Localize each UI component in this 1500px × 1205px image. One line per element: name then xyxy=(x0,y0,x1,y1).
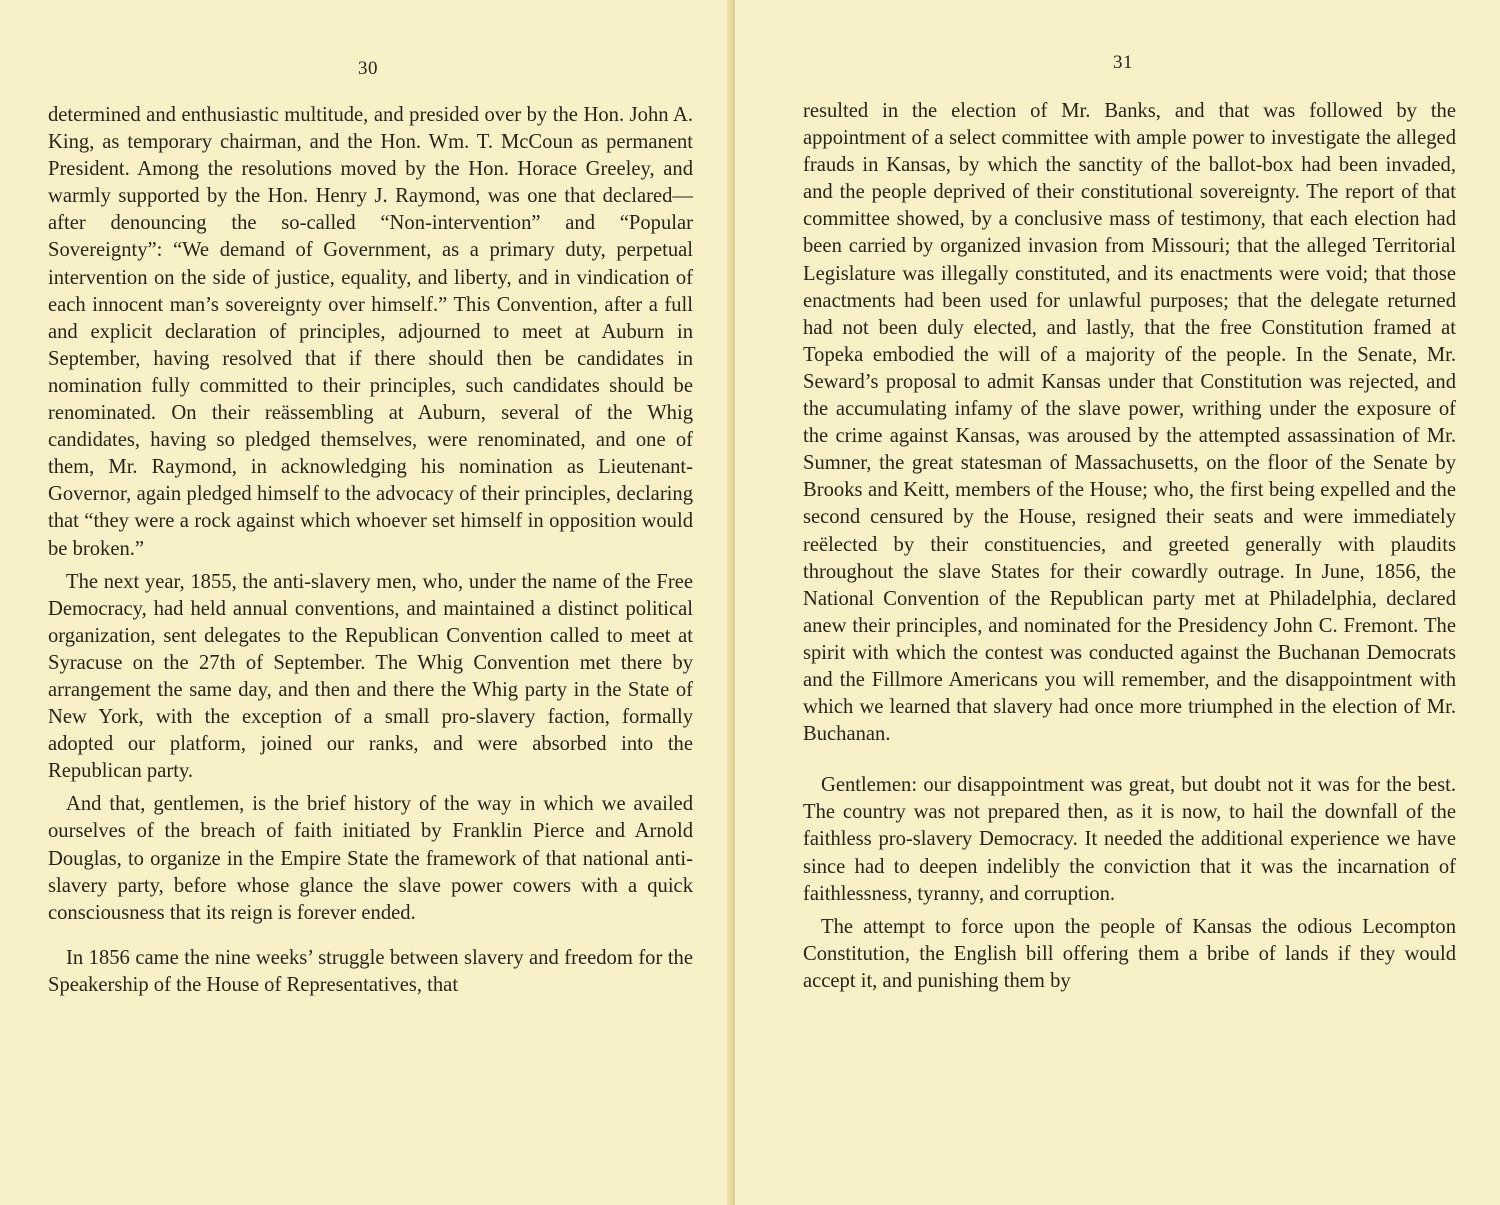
left-page xyxy=(0,0,735,1205)
paragraph: The attempt to force upon the people of Kansas the odious Lecompton Constitution, the English bill offering them a bribe of lands if they would accept it, and punishing them by xyxy=(803,915,1456,992)
right-page-text xyxy=(803,98,1456,995)
page-number-left: 30 xyxy=(358,58,378,79)
paragraph: And that, gentlemen, is the brief history of the way in which we availed ourselves of the breach of faith initiated by Franklin Pierce and Arnold Douglas, to organize in the Empire State the framework of that national anti-slavery party, before whose glance the slave power cowers with a quick consciousness that its reign is forever ended. xyxy=(48,793,693,924)
page-number-right: 31 xyxy=(1113,52,1133,73)
paragraph: resulted in the election of Mr. Banks, and that was followed by the appointment of a select committee with ample power to investigate the alleged frauds in Kansas, by which the sanctity of the ballot-box had been invaded, and the people deprived of their constitutional sovereignty. The report of that committee showed, by a conclusive mass of testimony, that each election had been carried by organized invasion from Missouri; that the alleged Territorial Legislature was illegally constituted, and its enactments were void; that those enactments had been used for unlawful purposes; that the delegate returned had not been duly elected, and lastly, that the free Constitution framed at Topeka embodied the will of a majority of the people. In the Senate, Mr. Seward’s proposal to admit Kansas under that Constitution was rejected, and the accumulating infamy of the slave power, writhing under the exposure of the crime against Kansas, was aroused by the attempted assassination of Mr. Sumner, the great statesman of Massachusetts, on the floor of the Senate by Brooks and Keitt, members of the House; who, the first being expelled and the second censured by the House, resigned their seats and were immediately reëlected by their constituencies, and greeted generally with plaudits throughout the slave States for their cowardly outrage. In June, 1856, the National Convention of the Republican party met at Philadelphia, declared anew their principles, and nominated for the Presidency John C. Fremont. The spirit with which the contest was conducted against the Buchanan Democrats and the Fillmore Americans you will remember, and the disappointment with which we learned that slavery had once more triumphed in the election of Mr. Buchanan. xyxy=(803,100,1456,746)
paragraph: In 1856 came the nine weeks’ struggle between slavery and freedom for the Speakership of the House of Representatives, that xyxy=(48,946,693,996)
paragraph: The next year, 1855, the anti-slavery men, who, under the name of the Free Democracy, had held annual conventions, and maintained a distinct political organization, sent delegates to the Republican Convention called to meet at Syracuse on the 27th of September. The Whig Convention met there by arrangement the same day, and then and there the Whig party in the State of New York, with the exception of a small pro-slavery faction, formally adopted our platform, joined our ranks, and were absorbed into the Republican party. xyxy=(48,570,693,783)
left-page-text xyxy=(48,102,693,999)
paragraph: Gentlemen: our disappointment was great, but doubt not it was for the best. The country was not prepared then, as it is now, to hail the downfall of the faithless pro-slavery Democracy. It needed the additional experience we have since had to deepen indelibly the conviction that it was the incarnation of faithlessness, tyranny, and corruption. xyxy=(803,774,1456,905)
right-page xyxy=(735,0,1500,1205)
paragraph: determined and enthusiastic multitude, and presided over by the Hon. John A. King, as temporary chairman, and the Hon. Wm. T. McCoun as permanent President. Among the resolutions moved by the Hon. Horace Greeley, and warmly supported by the Hon. Henry J. Raymond, was one that declared—after denouncing the so-called “Non-intervention” and “Popular Sovereignty”: “We demand of Government, as a primary duty, perpetual intervention on the side of justice, equality, and liberty, and in vindication of each innocent man’s sovereignty over himself.” This Convention, after a full and explicit declaration of principles, adjourned to meet at Auburn in September, having resolved that if there should then be candidates in nomination fully committed to their principles, such candidates should be renominated. On their reässembling at Auburn, several of the Whig candidates, having so pledged themselves, were renominated, and one of them, Mr. Raymond, in acknowledging his nomination as Lieutenant-Governor, again pledged himself to the advocacy of their principles, declaring that “they were a rock against which whoever set himself in opposition would be broken.” xyxy=(48,104,693,560)
